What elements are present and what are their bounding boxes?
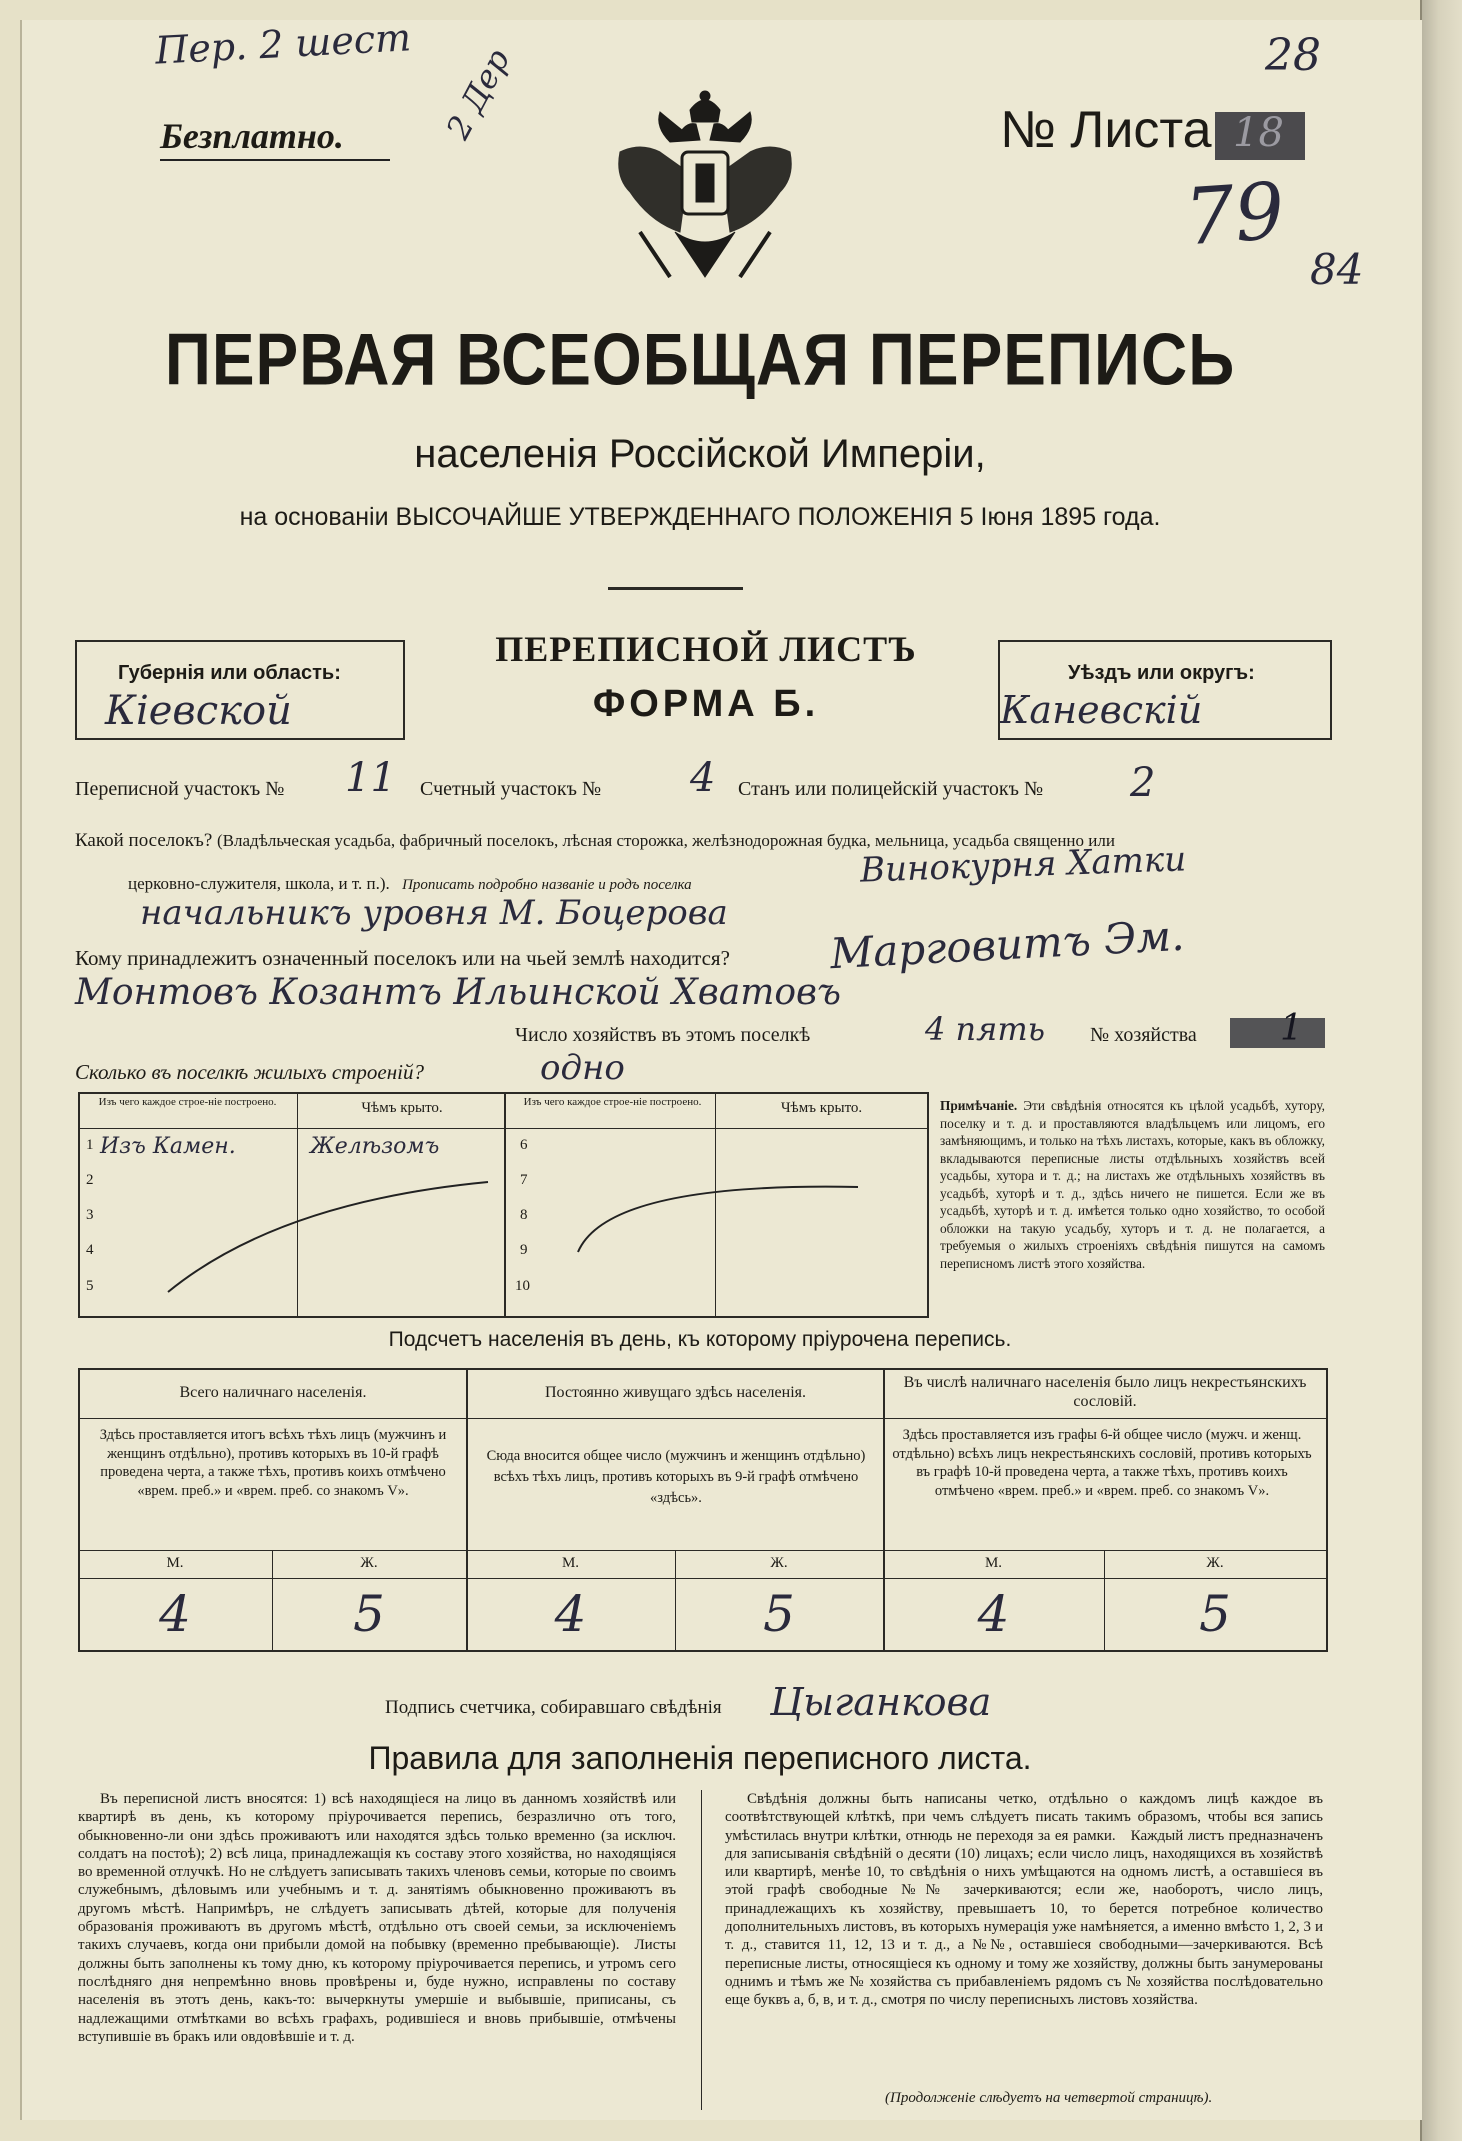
m-label-3: М. xyxy=(984,1555,1003,1571)
settlement-hint-1: (Владѣльческая усадьба, фабричный поселокъ, лѣсная сторожка, желѣзнодорожная будка, мельница, усадьба священно или xyxy=(217,831,1115,850)
row1-roof: Желѣзомъ xyxy=(310,1134,440,1159)
settlement-hint-2: церковно-служителя, школа, и т. п.). xyxy=(128,874,390,893)
free-label-text: Безплатно. xyxy=(160,116,344,156)
household-no-redaction xyxy=(1230,1018,1325,1048)
row-number: 7 xyxy=(520,1172,528,1188)
households-label: Число хозяйствъ въ этомъ поселкѣ xyxy=(515,1024,811,1046)
row-number: 8 xyxy=(520,1207,528,1223)
stan-label: Станъ или полицейскій участокъ № xyxy=(738,778,1044,800)
corner-note: Пер. 2 шест xyxy=(154,15,413,73)
rules-title: Правила для заполненія переписного листа. xyxy=(368,1740,1032,1776)
settlement-value-2: начальникъ уровня М. Боцерова xyxy=(140,893,728,933)
rules-continuation: (Продолженіе слѣдуетъ на четвертой страницѣ). xyxy=(885,2090,1213,2106)
struck-sheet-number xyxy=(1215,112,1305,160)
rules-right-column: Свѣдѣнія должны быть написаны четко, отдѣльно о каждомъ лицѣ каждое въ соотвѣтствующей клѣткѣ, при чемъ слѣдуетъ писать такимъ образомъ, чтобы вся запись умѣстилась внутри клѣтки, отнюдь не переходя за ея рамки. Каждый листъ предназначенъ для записыванія свѣдѣній о десяти (10) лицахъ; если число лицъ, находящихся въ хозяйствѣ или квартирѣ, менѣе 10, то свѣдѣнія о нихъ умѣщаются на одномъ листѣ, а оставшіеся въ этой графѣ свободные №№ зачеркиваются; если же, наоборотъ, число лицъ, принадлежащихъ къ хозяйству, превышаетъ 10, то берется потребное количество дополнительныхъ листовъ, въ которыхъ нумерація уже намѣняется, а именно вмѣсто 1, 2, 3 и т. д., ставится 11, 12, 13 и т. д., а №№, оставшіеся свободными—зачеркиваются. Всѣ переписные листы, относящіеся къ одному и тому же хозяйству, должны быть занумерованы однимъ и тѣмъ же № хозяйства съ прибавленіемъ рядомъ съ № хозяйства послѣдовательно еще буквъ а, б, в, и т. д., смотря по числу переписныхъ листовъ хозяйства. xyxy=(725,1791,1323,2009)
row-number: 5 xyxy=(86,1278,94,1294)
counting-area-label: Счетный участокъ № xyxy=(420,778,602,800)
m-label-2: М. xyxy=(561,1555,580,1571)
stan-value: 2 xyxy=(1130,760,1156,806)
sheet-number-corner: 28 xyxy=(1265,30,1321,81)
f-label-2: Ж. xyxy=(770,1555,788,1571)
count-col2-head: Постоянно живущаго здѣсь населенія. xyxy=(545,1384,806,1401)
count-total-m: 4 xyxy=(159,1585,191,1643)
signature-label: Подпись счетчика, собиравшаго свѣдѣнія xyxy=(385,1697,722,1718)
row-number: 4 xyxy=(86,1242,94,1258)
settlement-value-1: Винокурня Хатки xyxy=(859,839,1187,891)
count-col1-text: Здѣсь проставляется итогъ всѣхъ тѣхъ лицъ (мужчинъ и женщинъ отдѣльно), противъ которыхъ въ 10-й графѣ проведена черта, а также тѣхъ, противъ коихъ отмѣчено «врем. преб.» и «врем. преб. со знакомъ V». xyxy=(99,1427,447,1499)
row-number: 6 xyxy=(520,1137,528,1153)
row-number: 9 xyxy=(520,1242,528,1258)
uezd-label: Уѣздъ или округъ: xyxy=(1068,662,1255,684)
household-no-value: 1 xyxy=(1280,1008,1303,1049)
counting-area-value: 4 xyxy=(690,755,716,801)
form-name: ФОРМА Б. xyxy=(592,683,820,725)
note-block xyxy=(940,1097,1325,1272)
count-col3-text: Здѣсь проставляется изъ графы 6-й общее число (мужч. и женщ. отдѣльно) всѣхъ лицъ некрестьянскихъ сословій, противъ которыхъ въ графѣ 10-й проведена черта, а также тѣхъ, противъ коихъ отмѣчено «врем. преб.» и «врем. преб. со знакомъ V». xyxy=(892,1427,1312,1499)
page-title: ПЕРВАЯ ВСЕОБЩАЯ ПЕРЕПИСЬ xyxy=(164,317,1236,401)
free-label xyxy=(160,115,390,161)
big-sheet-number: 79 xyxy=(1181,166,1288,264)
count-nonpeasant-m: 4 xyxy=(977,1585,1010,1643)
guberniya-label: Губернія или область: xyxy=(118,662,341,684)
col-roof-right: Чѣмъ крыто. xyxy=(780,1100,863,1116)
rules-divider xyxy=(701,1790,702,2110)
settlement-hint-line2 xyxy=(128,874,692,894)
count-head-line xyxy=(78,1418,1326,1419)
f-label-1: Ж. xyxy=(360,1555,378,1571)
count-resident-f: 5 xyxy=(763,1585,795,1643)
owner-value-2: Монтовъ Козантъ Ильинской Хватовъ xyxy=(75,972,841,1013)
small-sheet-number: 84 xyxy=(1310,245,1364,294)
guberniya-value: Кіевской xyxy=(105,688,292,734)
census-area-label: Переписной участокъ № xyxy=(75,778,285,800)
note-lead: Примѣчаніе. xyxy=(940,1098,1018,1113)
row-number: 2 xyxy=(86,1172,94,1188)
sheet-title: ПЕРЕПИСНОЙ ЛИСТЪ xyxy=(495,629,917,669)
count-col2-text: Сюда вносится общее число (мужчинъ и женщинъ отдѣльно) всѣхъ тѣхъ лицъ, противъ которыхъ въ 9-й графѣ отмѣчено «здѣсь». xyxy=(486,1448,866,1506)
household-no-label: № хозяйства xyxy=(1090,1024,1197,1046)
rules-left-column: Въ переписной листъ вносятся: 1) всѣ находящіеся на лицо въ данномъ хозяйствѣ или квартирѣ въ день, къ которому пріурочивается перепись, безразлично отъ того, обыкновенно-ли они здѣсь проживаютъ или находятся здѣсь только временно (за исключ. солдатъ на постоѣ); 2) всѣ лица, принадлежащія къ составу этого хозяйства, но находящіяся во временной отлучкѣ. Но не слѣдуетъ записывать такихъ членовъ семьи, которые по своимъ служебнымъ, дѣловымъ или учебнымъ и т. д. занятіямъ обыкновенно проживаютъ въ другомъ мѣстѣ. Напримѣръ, не слѣдуетъ записывать дѣтей, которые для полученія образованія проживаютъ въ другомъ мѣстѣ, отдѣльно отъ своей семьи, за исключеніемъ такихъ случаевъ, когда они прибыли домой на побывку (временно пребывающіе). Листы должны быть заполнены къ тому дню, къ которому пріурочивается перепись, и утромъ сего послѣдняго дня непремѣнно вновь провѣрены и, буде нужно, исправлены по составу населенія въ этотъ день, какъ-то: вычеркнуты умершіе и выбывшіе, приписаны, съ надлежащими отмѣтками во всѣхъ графахъ, родившіеся и вновь прибывшіе, отмѣчены вступившіе въ бракъ или овдовѣвшіе и т. д. xyxy=(78,1791,676,2045)
count-mf-line-bottom xyxy=(78,1578,1326,1579)
sheet-number-label-text: № Листа xyxy=(1000,101,1212,159)
count-title: Подсчетъ населенія въ день, къ которому пріурочена перепись. xyxy=(388,1328,1012,1351)
row-number: 3 xyxy=(86,1207,94,1223)
f-label-3: Ж. xyxy=(1206,1555,1224,1571)
count-mf-line-top xyxy=(78,1550,1326,1551)
settlement-question-text: Какой поселокъ? xyxy=(75,830,213,851)
title-divider xyxy=(608,587,743,590)
sheet-number-label xyxy=(1000,100,1212,160)
col-material-left: Изъ чего каждое строе-ніе построено. xyxy=(98,1096,277,1108)
row-number: 1 xyxy=(86,1137,94,1153)
strike-curves xyxy=(78,1092,928,1316)
settlement-hint-italic: Прописать подробно названіе и родъ поселка xyxy=(402,877,692,893)
count-total-f: 5 xyxy=(353,1585,385,1643)
census-area-value: 11 xyxy=(345,755,396,801)
page-subtitle: населенія Россійской Имперіи, xyxy=(414,432,986,476)
count-col3-head: Въ числѣ наличнаго населенія было лицъ некрестьянскихъ сословій. xyxy=(903,1374,1307,1410)
struck-sheet-number-text: 18 xyxy=(1233,110,1284,156)
count-nonpeasant-f: 5 xyxy=(1199,1585,1231,1643)
imperial-eagle-emblem xyxy=(600,82,810,292)
buildings-question: Сколько въ поселкѣ жилыхъ строеній? xyxy=(75,1060,424,1084)
signature-value: Цыганкова xyxy=(770,1680,992,1724)
count-col1-head: Всего наличнаго населенія. xyxy=(179,1384,367,1401)
row-number: 10 xyxy=(515,1278,530,1294)
buildings-value: одно xyxy=(540,1048,625,1088)
households-value: 4 пять xyxy=(925,1010,1046,1048)
owner-question: Кому принадлежитъ означенный поселокъ или на чьей землѣ находится? xyxy=(75,946,730,970)
legal-basis: на основаніи ВЫСОЧАЙШЕ УТВЕРЖДЕННАГО ПОЛОЖЕНІЯ 5 Іюня 1895 года. xyxy=(239,503,1161,531)
col-material-right: Изъ чего каждое строе-ніе построено. xyxy=(523,1096,702,1108)
uezd-value: Каневскій xyxy=(1000,688,1203,732)
row1-material: Изъ Камен. xyxy=(100,1134,236,1159)
col-roof-left: Чѣмъ крыто. xyxy=(361,1100,443,1116)
count-resident-m: 4 xyxy=(554,1585,587,1643)
inserted-note: 2 Дер xyxy=(438,42,518,146)
adjacent-page-edge xyxy=(1420,0,1462,2141)
note-text: Эти свѣдѣнія относятся къ цѣлой усадьбѣ, хутору, поселку и т. д. и проставляются владѣльцемъ или лицомъ, его замѣняющимъ, и только на тѣхъ листахъ, которые, какъ въ обложку, вкладываются переписные листы отдѣльныхъ хозяйствъ всей усадьбы, хутора и т. д.; на листахъ же отдѣльныхъ хозяйствъ въ усадьбѣ, хуторѣ и т. д., здѣсь ничего не пишется. Если же въ усадьбѣ, хуторѣ и т. д. имѣется только одно хозяйство, то особой обложки на такую усадьбу, хуторъ и т. д. не полагается, а требуемыя о жилыхъ строеніяхъ свѣдѣнія пишутся на самомъ переписномъ листѣ этого хозяйства. xyxy=(940,1098,1325,1271)
owner-value-1: Марговитъ Эм. xyxy=(828,910,1186,979)
m-label-1: М. xyxy=(166,1555,184,1571)
